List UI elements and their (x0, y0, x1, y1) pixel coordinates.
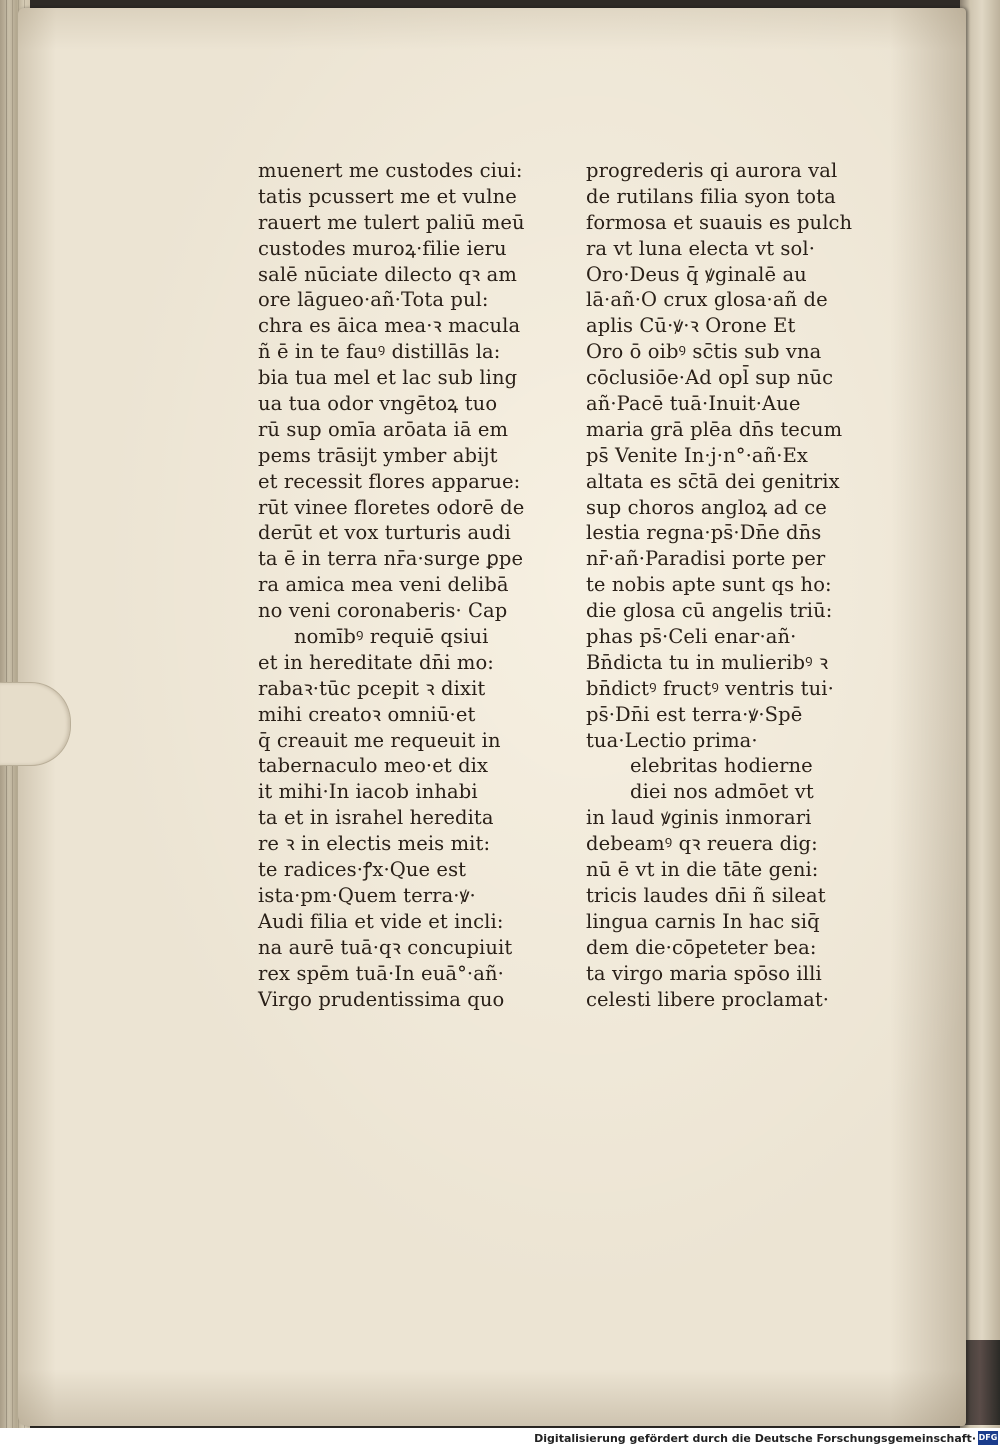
text-line: ra vt luna electa vt sol· (586, 236, 816, 260)
left-text-column (258, 158, 558, 1012)
text-line: in laud ꝟginis inmorari (586, 806, 812, 830)
text-line: ta et in israhel heredita (258, 806, 494, 830)
text-line: Bn̄dicta tu in mulieribꝰ ꝛ (586, 650, 829, 674)
text-line: phas ps̄·Celi enar·añ· (586, 625, 797, 649)
text-line: elebritas hodierne (630, 754, 813, 778)
text-line: chra es āica mea·ꝛ macula (258, 314, 521, 338)
text-line: Audi filia et vide et incli: (258, 909, 504, 933)
text-line: altata es sc̄tā dei genitrix (586, 469, 840, 493)
text-line: bn̄dictꝰ fructꝰ ventris tui· (586, 676, 834, 700)
text-line: ps̄·Dn̄i est terra·ꝟ·Spē (586, 702, 803, 726)
text-line: Oro ō oibꝰ sc̄tis sub vna (586, 340, 822, 364)
text-line: cōclusiōe·Ad opl̄ sup nūc (586, 366, 834, 390)
text-line: muenert me custodes ciui: (258, 159, 523, 182)
text-line: formosa et suauis es pulch (586, 210, 853, 234)
text-line: te nobis apte sunt qs ho: (586, 573, 832, 597)
text-line: et recessit flores apparue: (258, 469, 521, 493)
text-line: te radices·ꝭx·Que est (258, 858, 467, 882)
text-line: no veni coronaberis· Cap (258, 599, 508, 623)
text-line: rū sup omīa arōata iā em (258, 417, 509, 441)
text-line: diei nos admōet vt (630, 780, 814, 804)
text-line: maria grā plēa dn̄s tecum (586, 417, 843, 441)
text-line: lestia regna·ps̄·Dn̄e dn̄s (586, 521, 822, 545)
text-line: ta virgo maria spōso illi (586, 961, 822, 985)
text-line: aplis Cū·ꝟ·ꝛ Orone Et (586, 314, 796, 338)
text-line: re ꝛ in electis meis mit: (258, 832, 491, 856)
text-line: rabaꝛ·tūc pcepit ꝛ dixit (258, 676, 486, 700)
text-line: pems trāsijt ymber abijt (258, 443, 498, 467)
text-line: lingua carnis In hac siq̄ (586, 909, 820, 933)
text-line: ñ ē in te fauꝰ distillās la: (258, 340, 501, 364)
text-line: mihi creatoꝛ omniū·et (258, 702, 476, 726)
text-line: sup choros angloꝝ ad ce (586, 495, 827, 519)
text-line: progrederis qi aurora val (586, 159, 838, 182)
dfg-logo-icon: DFG (978, 1431, 998, 1445)
text-line: et in hereditate dn̄i mo: (258, 650, 494, 674)
text-line: bia tua mel et lac sub ling (258, 366, 518, 390)
text-line: tricis laudes dn̄i ñ sileat (586, 883, 826, 907)
text-line: celesti libere proclamat· (586, 987, 830, 1011)
text-line: de rutilans filia syon tota (586, 184, 836, 208)
text-line: custodes muroꝝ·filie ieru (258, 236, 507, 260)
text-line: Virgo prudentissima quo (258, 987, 505, 1011)
text-line: ista·pm·Quem terra·ꝟ· (258, 883, 476, 907)
text-line: rūt vinee floretes odorē de (258, 495, 525, 519)
binding-cover (960, 1340, 1000, 1425)
text-line: q̄ creauit me requeuit in (258, 728, 501, 752)
text-line: ps̄ Venite In·j·n°·añ·Ex (586, 443, 809, 467)
text-line: ra amica mea veni delibā (258, 573, 509, 597)
binding-edge (960, 0, 1000, 1450)
footer-credit: Digitalisierung gefördert durch die Deutsche Forschungsgemeinschaft· (534, 1432, 976, 1445)
text-line: salē nūciate dilecto qꝛ am (258, 262, 517, 286)
text-line: rauert me tulert paliū meū (258, 210, 525, 234)
text-line: Oro·Deus q̄ ꝟginalē au (586, 262, 807, 286)
text-line: ua tua odor vngētoꝝ tuo (258, 392, 498, 416)
text-line: nomībꝰ requiē qsiui (294, 625, 489, 649)
text-line: añ·Pacē tuā·Inuit·Aue (586, 392, 801, 416)
right-text-column (586, 158, 886, 1012)
text-line: it mihi·In iacob inhabi (258, 780, 478, 804)
text-line: nr̄·añ·Paradisi porte per (586, 547, 826, 571)
text-line: tabernaculo meo·et dix (258, 754, 489, 778)
text-line: dem die·cōpeteter bea: (586, 935, 817, 959)
text-line: tatis pcussert me et vulne (258, 184, 517, 208)
text-line: ore lāgueo·añ·Tota pul: (258, 288, 489, 312)
text-line: debeamꝰ qꝛ reuera dig: (586, 832, 818, 856)
text-line: nū ē vt in die tāte geni: (586, 858, 819, 882)
text-line: tua·Lectio prima· (586, 728, 758, 752)
text-line: derūt et vox turturis audi (258, 521, 511, 545)
text-line: ta ē in terra nr̄a·surge ꝑpe (258, 547, 524, 571)
text-line: die glosa cū angelis triū: (586, 599, 833, 623)
text-line: rex spēm tuā·In euā°·añ· (258, 961, 504, 985)
text-line: na aurē tuā·qꝛ concupiuit (258, 935, 513, 959)
text-line: lā·añ·O crux glosa·añ de (586, 288, 828, 312)
